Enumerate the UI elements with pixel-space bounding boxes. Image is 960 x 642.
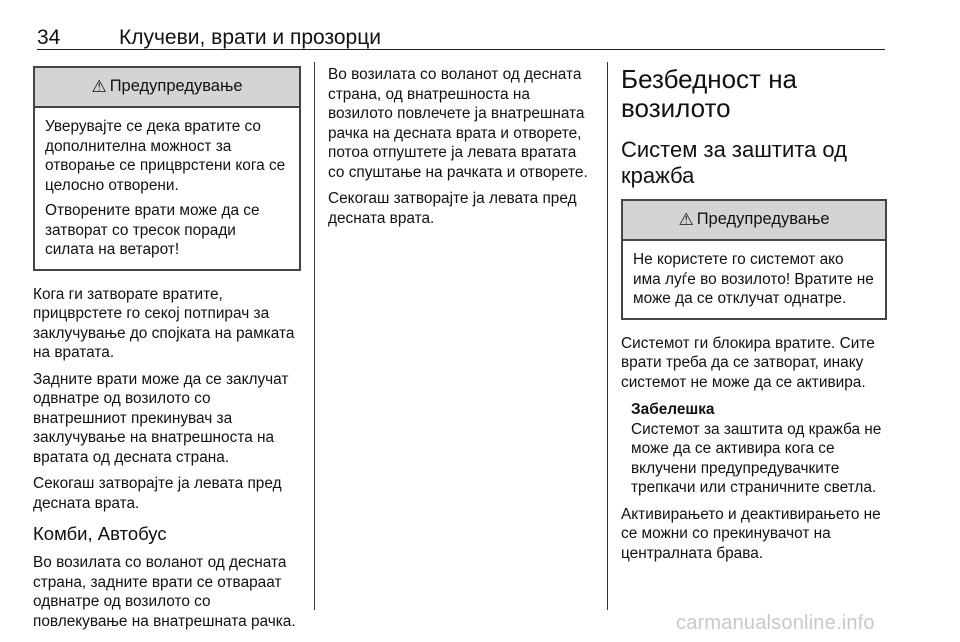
body-paragraph: Активирањето и деактивирањето не се можни со прекинувачот на централната брава. xyxy=(621,505,881,562)
note-text: Системот за заштита од кражба не може да се активира кога се вклучени предупредувачките трепкачи или страничните светла. xyxy=(631,420,882,496)
warning-text: Уверувајте се дека вратите со дополнителна можност за отворање се прицврстени кога се целосно отворени. xyxy=(45,118,286,194)
body-paragraph: Задните врати може да се заклучат одвнатре од возилото со внатрешниот прекинувач за заклучување на внатрешноста на вратата од десната страна. xyxy=(33,370,289,466)
warning-box xyxy=(33,66,301,271)
section-title: Безбедност на возилото xyxy=(621,64,798,123)
note-block xyxy=(621,400,887,498)
column-divider xyxy=(607,62,608,610)
warning-box xyxy=(621,199,887,320)
warning-body xyxy=(35,108,299,269)
warning-body xyxy=(623,241,885,318)
body-paragraph: Во возилата со воланот од десната страна, задните врати се отвараат одвнатре од возилото со повлекување на внатрешната рачка. xyxy=(33,554,296,630)
warning-title: Предупредување xyxy=(109,77,243,96)
page-number: 34 xyxy=(37,26,61,49)
warning-icon: ⚠ xyxy=(91,77,107,97)
column-3 xyxy=(621,65,887,570)
warning-text: Не користете го системот ако има луѓе во возилото! Вратите не може да се отклучат однатре. xyxy=(633,251,874,307)
body-paragraph: Секогаш затворајте ја левата пред десната врата. xyxy=(33,475,282,512)
body-paragraph: Секогаш затворајте ја левата пред десната врата. xyxy=(328,190,577,227)
column-1 xyxy=(33,66,301,638)
warning-header xyxy=(623,201,885,241)
column-2 xyxy=(328,65,593,235)
section-heading: Комби, Автобус xyxy=(33,523,167,544)
body-paragraph: Системот ги блокира вратите. Сите врати треба да се затворат, инаку системот не може да се активира. xyxy=(621,334,875,391)
subsection-title: Систем за заштита од кражба xyxy=(621,137,848,188)
body-paragraph: Во возилата со воланот од десната страна, од внатрешноста на возилото повлечете ја внатрешната рачка на десната врата и отворете, потоа отпуштете ја левата вратата со спуштање на рачката и отворете. xyxy=(328,66,588,181)
chapter-title: Клучеви, врати и прозорци xyxy=(119,26,381,49)
warning-header xyxy=(35,68,299,108)
page-header xyxy=(37,26,885,50)
warning-text: Отворените врати може да се затворат со тресок поради силата на ветарот! xyxy=(45,202,260,258)
warning-title: Предупредување xyxy=(696,210,830,229)
watermark: carmanualsonline.info xyxy=(676,612,875,634)
column-divider xyxy=(314,62,315,610)
warning-icon: ⚠ xyxy=(678,210,694,230)
note-title: Забелешка xyxy=(631,401,715,418)
header-rule xyxy=(37,49,885,50)
body-paragraph: Кога ги затворате вратите, прицврстете го секој потпирач за заклучување до спојката на рамката на вратата. xyxy=(33,285,295,361)
